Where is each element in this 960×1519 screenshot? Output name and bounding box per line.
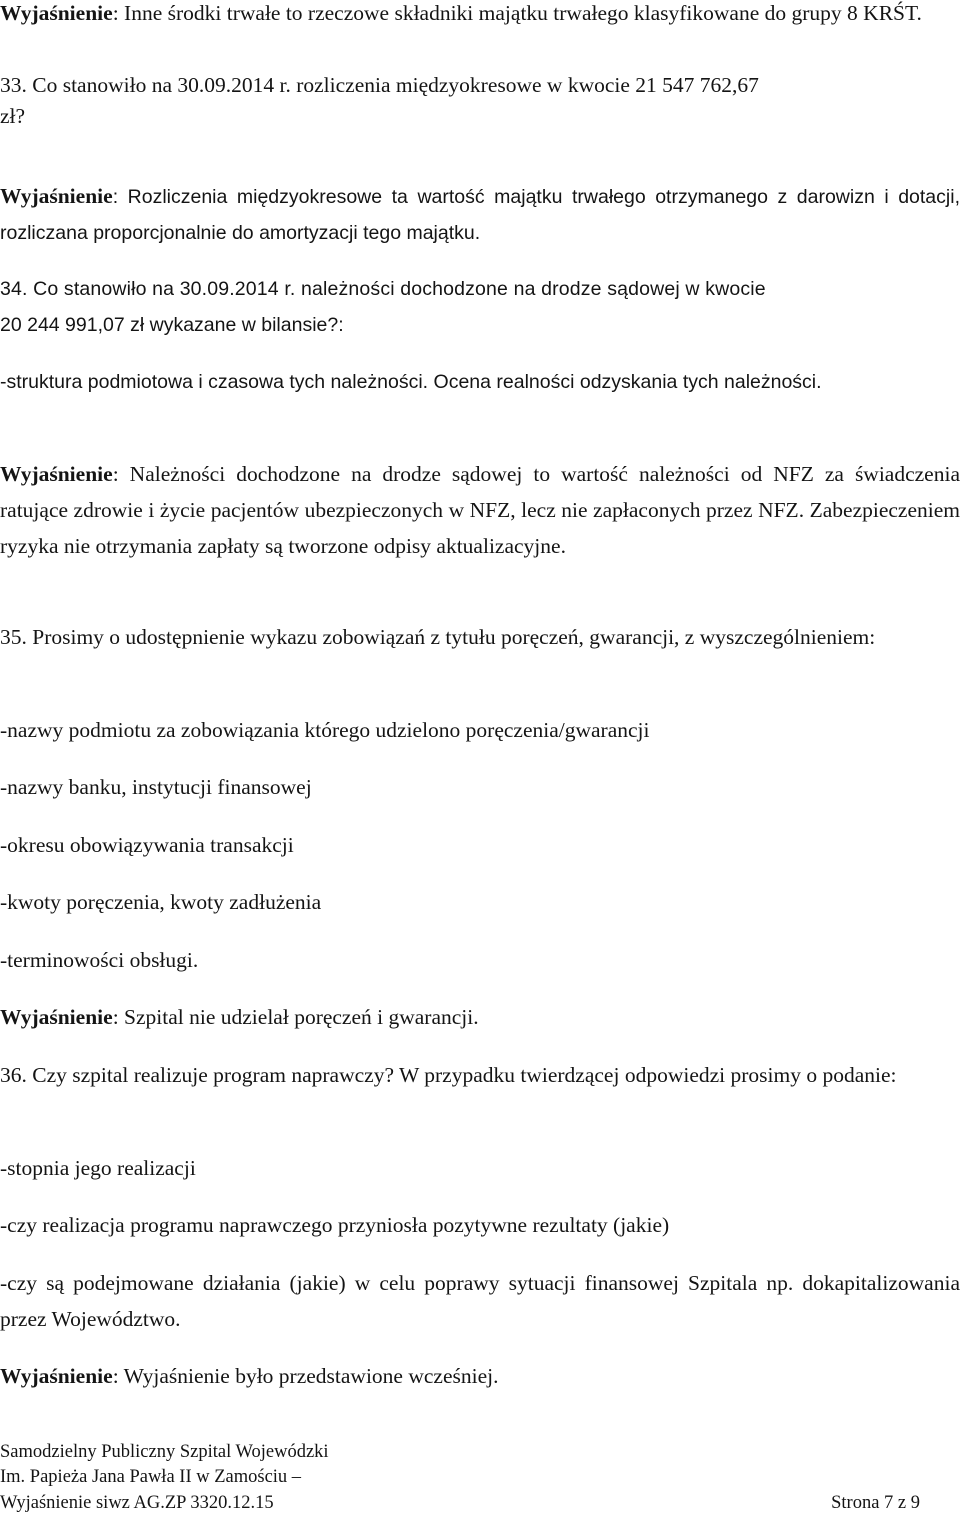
question-34-line-2: 20 244 991,07 zł wykazane w bilansie?: (0, 314, 344, 336)
question-33-line-1: 33. Co stanowiło na 30.09.2014 r. rozliczenia międzyokresowe w kwocie 21 547 762,67 (0, 73, 759, 97)
answer-35 (0, 999, 960, 1035)
question-35-item: -okresu obowiązywania transakcji (0, 833, 294, 857)
question-35-item: -kwoty poręczenia, kwoty zadłużenia (0, 890, 322, 914)
footer-reference: Wyjaśnienie siwz AG.ZP 3320.12.15 (0, 1493, 274, 1513)
answer-36-text: : Wyjaśnienie było przedstawione wcześniej. (112, 1364, 499, 1388)
explanation-label: Wyjaśnienie (0, 1, 113, 25)
answer-32 (0, 0, 960, 31)
footer-institution: Samodzielny Publiczny Szpital Wojewódzki (0, 1442, 329, 1462)
explanation-label: Wyjaśnienie (0, 462, 113, 486)
answer-34 (0, 456, 960, 564)
question-36-item: -czy realizacja programu naprawczego przyniosła pozytywne rezultaty (jakie) (0, 1213, 670, 1237)
answer-33-text: : Rozliczenia międzyokresowe ta wartość majątku trwałego otrzymanego z darowizn i dotacji, rozliczana proporcjonalnie do amortyzacji tego majątku. (0, 186, 960, 244)
explanation-label: Wyjaśnienie (0, 1364, 113, 1388)
answer-32-text: : Inne środki trwałe to rzeczowe składniki majątku trwałego klasyfikowane do grupy 8 KRŚT. (112, 1, 922, 25)
footer-patron: Im. Papieża Jana Pawła II w Zamościu – (0, 1467, 302, 1487)
explanation-label: Wyjaśnienie (0, 184, 113, 208)
question-34-detail: -struktura podmiotowa i czasowa tych należności. Ocena realności odzyskania tych należności. (0, 371, 822, 393)
answer-33 (0, 178, 960, 251)
question-35-item: -nazwy banku, instytucji finansowej (0, 775, 312, 799)
answer-36 (0, 1358, 960, 1394)
answer-34-text: : Należności dochodzone na drodze sądowej to wartość należności od NFZ za świadczenia ratujące zdrowie i życie pacjentów ubezpieczonych w NFZ, lecz nie zapłaconych przez NFZ. Zabezpieczeniem ryzyka nie otrzymania zapłaty są tworzone odpisy aktualizacyjne. (0, 462, 960, 558)
question-35: 35. Prosimy o udostępnienie wykazu zobowiązań z tytułu poręczeń, gwarancji, z wyszczególnieniem: (0, 625, 876, 649)
question-36-item: -stopnia jego realizacji (0, 1156, 196, 1180)
question-36-item: -czy są podejmowane działania (jakie) w celu poprawy sytuacji finansowej Szpitala np. dokapitalizowania przez Województwo. (0, 1271, 960, 1331)
question-34-line-1: 34. Co stanowiło na 30.09.2014 r. należności dochodzone na drodze sądowej w kwocie (0, 278, 766, 300)
question-35-item: -nazwy podmiotu za zobowiązania którego udzielono poręczenia/gwarancji (0, 718, 650, 742)
explanation-label: Wyjaśnienie (0, 1005, 113, 1029)
question-35-item: -terminowości obsługi. (0, 948, 199, 972)
question-33-line-2: zł? (0, 104, 26, 128)
question-36: 36. Czy szpital realizuje program naprawczy? W przypadku twierdzącej odpowiedzi prosimy o podanie: (0, 1063, 897, 1087)
answer-35-text: : Szpital nie udzielał poręczeń i gwarancji. (112, 1005, 479, 1029)
page-number: Strona 7 z 9 (831, 1493, 920, 1513)
